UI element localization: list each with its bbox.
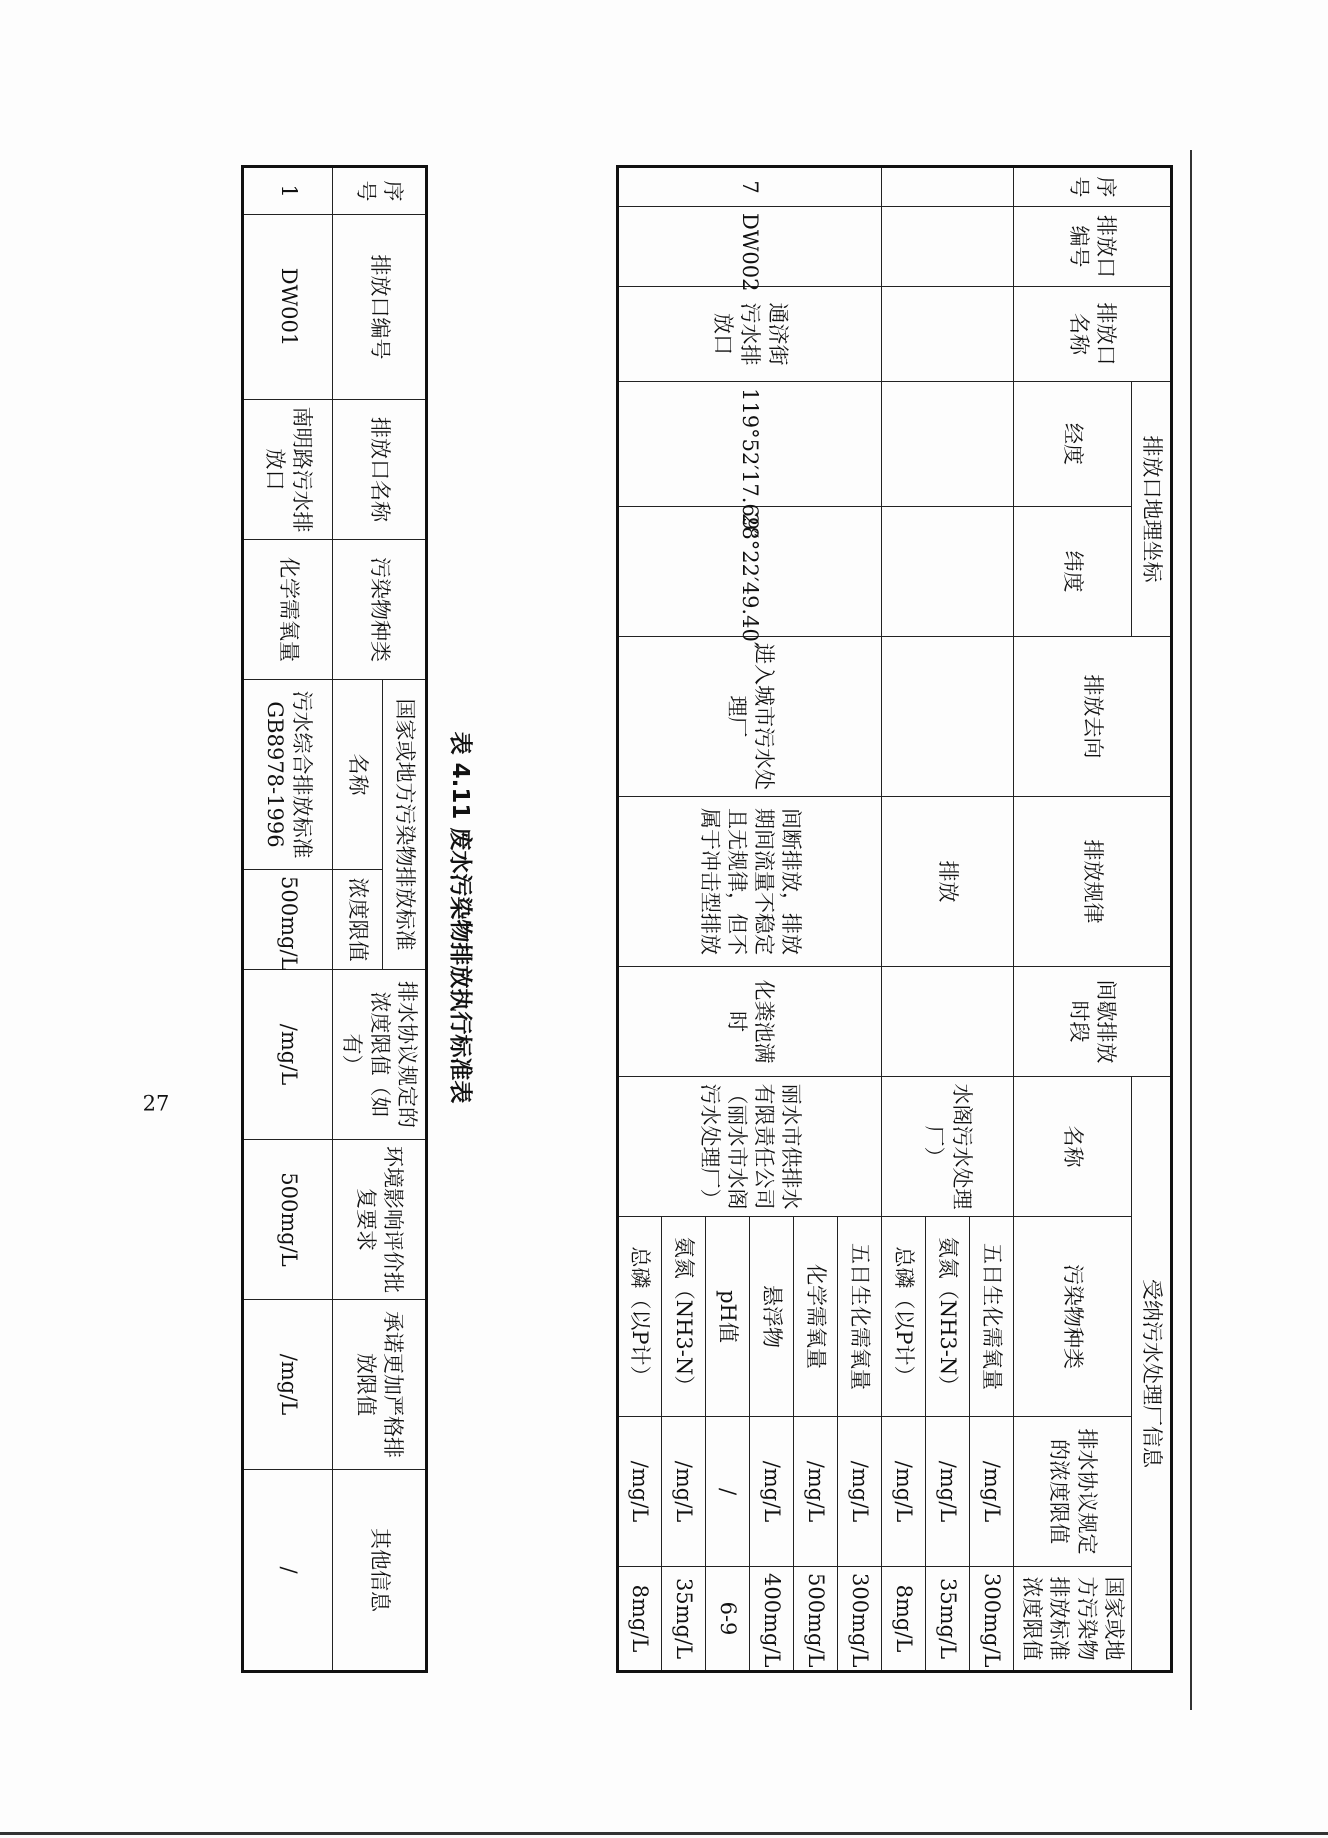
row7-pollutant-6: 总磷（以P计） — [617, 1217, 661, 1417]
t2-row-pollutant: 化学需氧量 — [243, 540, 333, 680]
row7-pollutant-5: 氨氮（NH3-N） — [661, 1217, 705, 1417]
row7-intermittent: 化粪池满时 — [617, 967, 881, 1077]
t2-header-pollutant: 污染物种类 — [333, 540, 427, 680]
row7-agreement-6: /mg/L — [617, 1417, 661, 1567]
t2-row-std-name: 污水综合排放标准GB8978-1996 — [243, 680, 333, 870]
t2-header-eia: 环境影响评价批复要求 — [333, 1140, 427, 1300]
prev-latitude — [881, 507, 1013, 637]
row7-outlet-code: DW002 — [617, 207, 881, 287]
table-caption: 表 4.11 废水污染物排放执行标准表 — [447, 731, 473, 1104]
top-rule — [0, 1832, 1328, 1835]
prev-outlet-code — [881, 207, 1013, 287]
row7-national-1: 300mg/L — [837, 1567, 881, 1672]
row7-national-2: 500mg/L — [793, 1567, 837, 1672]
t2-row-seq: 1 — [243, 167, 333, 215]
right-rule — [1190, 150, 1192, 1710]
row7-agreement-5: /mg/L — [661, 1417, 705, 1567]
prev-agreement-3: /mg/L — [881, 1417, 925, 1567]
row7-national-5: 35mg/L — [661, 1567, 705, 1672]
prev-national-3: 8mg/L — [881, 1567, 925, 1672]
prev-destination — [881, 637, 1013, 797]
t2-row-outlet-name: 南明路污水排放口 — [243, 400, 333, 540]
header-pollutant: 污染物种类 — [1013, 1217, 1131, 1417]
header-geo-group: 排放口地理坐标 — [1132, 382, 1172, 637]
prev-national-1: 300mg/L — [969, 1567, 1013, 1672]
header-destination: 排放去向 — [1013, 637, 1171, 797]
t2-header-std-name: 名称 — [333, 680, 383, 870]
row7-longitude: 119°52′17.69″ — [617, 382, 881, 507]
prev-pollutant-2: 氨氮（NH3-N） — [925, 1217, 969, 1417]
emission-standard-table — [241, 165, 428, 1673]
row7-destination: 进入城市污水处理厂 — [617, 637, 881, 797]
prev-longitude — [881, 382, 1013, 507]
prev-intermittent — [881, 967, 1013, 1077]
row7-agreement-1: /mg/L — [837, 1417, 881, 1567]
t2-row-agreement: /mg/L — [243, 970, 333, 1140]
row7-agreement-2: /mg/L — [793, 1417, 837, 1567]
t2-header-std-limit: 浓度限值 — [333, 870, 383, 970]
header-latitude: 纬度 — [1013, 507, 1131, 637]
t2-header-other: 其他信息 — [333, 1470, 427, 1672]
t2-header-outlet-name: 排放口名称 — [333, 400, 427, 540]
header-seq: 序号 — [1013, 167, 1171, 207]
row7-plant-name: 丽水市供排水有限责任公司（丽水市水阁污水处理厂） — [617, 1077, 881, 1217]
t2-row-outlet-code: DW001 — [243, 215, 333, 400]
row7-national-4: 6-9 — [705, 1567, 749, 1672]
page-number: 27 — [142, 1091, 170, 1116]
prev-outlet-name — [881, 287, 1013, 382]
header-plant-name: 名称 — [1013, 1077, 1131, 1217]
prev-agreement-1: /mg/L — [969, 1417, 1013, 1567]
row7-agreement-4: / — [705, 1417, 749, 1567]
prev-pollutant-1: 五日生化需氧量 — [969, 1217, 1013, 1417]
row7-seq: 7 — [617, 167, 881, 207]
row7-outlet-name: 通济街污水排放口 — [617, 287, 881, 382]
discharge-outlet-table — [616, 165, 1173, 1673]
t2-header-agreement: 排水协议规定的浓度限值（如有） — [333, 970, 427, 1140]
row7-pollutant-2: 化学需氧量 — [793, 1217, 837, 1417]
t2-row-std-limit: 500mg/L — [243, 870, 333, 970]
t2-header-outlet-code: 排放口编号 — [333, 215, 427, 400]
t2-row-other: / — [243, 1470, 333, 1672]
header-pattern: 排放规律 — [1013, 797, 1171, 967]
t2-row-eia: 500mg/L — [243, 1140, 333, 1300]
header-agreement-limit: 排水协议规定的浓度限值 — [1013, 1417, 1131, 1567]
row7-latitude: 28°22′49.40″ — [617, 507, 881, 637]
header-outlet-code: 排放口编号 — [1013, 207, 1171, 287]
header-longitude: 经度 — [1013, 382, 1131, 507]
row7-agreement-3: /mg/L — [749, 1417, 793, 1567]
prev-seq — [881, 167, 1013, 207]
row7-national-6: 8mg/L — [617, 1567, 661, 1672]
t2-header-seq: 序号 — [333, 167, 427, 215]
t2-header-commit: 承诺更加严格排放限值 — [333, 1300, 427, 1470]
prev-pattern: 排放 — [881, 797, 1013, 967]
t2-header-std-group: 国家或地方污染物排放标准 — [383, 680, 427, 970]
header-national-limit: 国家或地方污染物排放标准浓度限值 — [1013, 1567, 1131, 1672]
rotated-page-content — [113, 165, 1173, 1765]
prev-national-2: 35mg/L — [925, 1567, 969, 1672]
header-plant-group: 受纳污水处理厂信息 — [1132, 1077, 1172, 1672]
row7-pollutant-3: 悬浮物 — [749, 1217, 793, 1417]
prev-pollutant-3: 总磷（以P计） — [881, 1217, 925, 1417]
header-intermittent-period: 间歇排放时段 — [1013, 967, 1171, 1077]
row7-national-3: 400mg/L — [749, 1567, 793, 1672]
prev-agreement-2: /mg/L — [925, 1417, 969, 1567]
row7-pollutant-1: 五日生化需氧量 — [837, 1217, 881, 1417]
prev-plant-name: 水阁污水处理厂） — [881, 1077, 1013, 1217]
row7-pattern: 间断排放，排放期间流量不稳定且无规律，但不属于冲击型排放 — [617, 797, 881, 967]
t2-row-commit: /mg/L — [243, 1300, 333, 1470]
row7-pollutant-4: pH值 — [705, 1217, 749, 1417]
header-outlet-name: 排放口名称 — [1013, 287, 1171, 382]
